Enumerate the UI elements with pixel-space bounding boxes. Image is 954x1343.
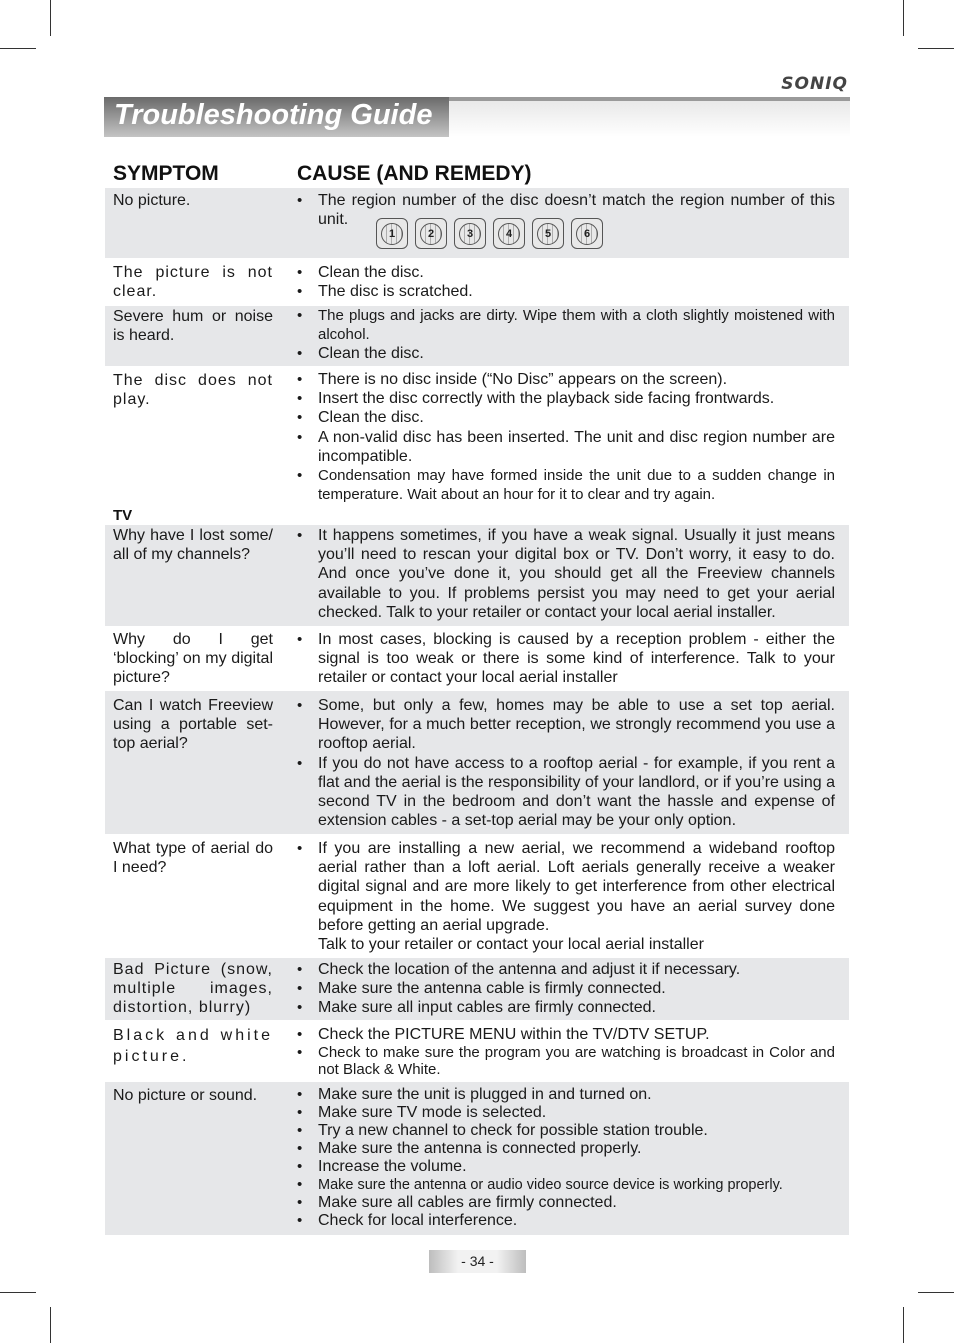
cause-header: CAUSE (AND REMEDY) bbox=[297, 162, 532, 185]
region-6-icon bbox=[571, 218, 603, 249]
cause-list bbox=[295, 696, 835, 830]
table-row bbox=[105, 366, 849, 506]
page-number: - 34 - bbox=[429, 1250, 526, 1273]
symptom-cell: Black and white picture. bbox=[113, 1027, 273, 1065]
cause-list bbox=[295, 960, 835, 1018]
cause-item: • Check to make sure the program you are watching is broadcast in Color and not Black & White. bbox=[295, 1044, 835, 1078]
table-row bbox=[105, 306, 849, 366]
cause-item: • Make sure the antenna or audio video source device is working properly. bbox=[295, 1176, 835, 1194]
crop-mark bbox=[918, 48, 954, 49]
symptom-cell: No picture. bbox=[113, 192, 191, 209]
cause-list bbox=[295, 839, 835, 954]
cause-list bbox=[295, 1086, 835, 1230]
cause-item: • Clean the disc. bbox=[295, 344, 835, 363]
symptom-header: SYMPTOM bbox=[113, 162, 219, 185]
cause-item: • There is no disc inside (“No Disc” appears on the screen). bbox=[295, 370, 835, 389]
cause-item: • The disc is scratched. bbox=[295, 282, 835, 301]
region-2-icon bbox=[415, 218, 447, 249]
cause-item: • Make sure the antenna cable is firmly connected. bbox=[295, 979, 835, 998]
cause-list bbox=[295, 263, 835, 301]
crop-mark bbox=[0, 1292, 36, 1293]
cause-item: • Try a new channel to check for possible station trouble. bbox=[295, 1122, 835, 1140]
cause-item: • It happens sometimes, if you have a weak signal. Usually it just means you’ll need to rescan your digital box or TV. Don’t worry, it easy to do. And once you’ve done it, you should get all the Freeview channels available to you. If problems persist you may need to get your aerial checked. Talk to your retailer or contact your local aerial installer. bbox=[295, 526, 835, 622]
cause-item: • Increase the volume. bbox=[295, 1158, 835, 1176]
symptom-cell: Severe hum or noise is heard. bbox=[113, 308, 273, 344]
cause-item: • Make sure all input cables are firmly connected. bbox=[295, 998, 835, 1017]
cause-item: • Some, but only a few, homes may be able to use a set top aerial. However, for a much better reception, we strongly recommend you use a rooftop aerial. bbox=[295, 696, 835, 754]
symptom-cell: The picture is not clear. bbox=[113, 264, 273, 300]
cause-item: • Check the PICTURE MENU within the TV/DTV SETUP. bbox=[295, 1025, 835, 1044]
cause-item: • Insert the disc correctly with the playback side facing frontwards. bbox=[295, 389, 835, 408]
crop-mark bbox=[50, 1307, 51, 1343]
region-3-icon bbox=[454, 218, 486, 249]
cause-list bbox=[295, 1025, 835, 1078]
region-5-icon bbox=[532, 218, 564, 249]
region-icons bbox=[376, 218, 603, 250]
cause-item: • Make sure the antenna is connected properly. bbox=[295, 1140, 835, 1158]
section-label-tv: TV bbox=[113, 507, 133, 524]
region-number: 1 bbox=[381, 223, 403, 245]
region-1-icon bbox=[376, 218, 408, 249]
cause-item: • If you do not have access to a rooftop aerial - for example, if you rent a flat and the aerial is the responsibility of your landlord, or if you’re using a second TV in the bedroom and don’t want the hassle and expense of extension cables - a set-top aerial may be your only option. bbox=[295, 754, 835, 831]
region-number: 5 bbox=[537, 223, 559, 245]
crop-mark bbox=[918, 1292, 954, 1293]
cause-item: • Clean the disc. bbox=[295, 408, 835, 427]
table-row bbox=[105, 188, 849, 258]
cause-item: • In most cases, blocking is caused by a reception problem - either the signal is too weak or there is some kind of interference. Talk to your retailer or contact your local aerial installer bbox=[295, 630, 835, 688]
crop-mark bbox=[0, 48, 36, 49]
cause-item: • Make sure TV mode is selected. bbox=[295, 1104, 835, 1122]
cause-item: • The plugs and jacks are dirty. Wipe them with a cloth slightly moistened with alcohol. bbox=[295, 306, 835, 344]
table-row bbox=[105, 1082, 849, 1235]
symptom-cell: Can I watch Freeview using a portable set-top aerial? bbox=[113, 697, 273, 752]
cause-item: • Check for local interference. bbox=[295, 1212, 835, 1230]
region-number: 4 bbox=[498, 223, 520, 245]
table-row bbox=[105, 958, 849, 1020]
table-row bbox=[105, 691, 849, 834]
cause-item: • Check the location of the antenna and adjust it if necessary. bbox=[295, 960, 835, 979]
cause-list bbox=[295, 370, 835, 504]
symptom-cell: What type of aerial do I need? bbox=[113, 840, 273, 876]
cause-item: • Condensation may have formed inside the unit due to a sudden change in temperature. Wait about an hour for it to clear and try again. bbox=[295, 466, 835, 504]
table-row bbox=[105, 626, 849, 691]
region-4-icon bbox=[493, 218, 525, 249]
region-number: 6 bbox=[576, 223, 598, 245]
cause-item: • If you are installing a new aerial, we recommend a wideband rooftop aerial rather than a loft aerial. Loft aerials generally receive a weaker digital signal and are more likely to get interference from other electrical equipment in the home. We suggest you have an aerial survey done before getting an aerial upgrade. bbox=[295, 839, 835, 935]
page-title: Troubleshooting Guide bbox=[114, 99, 433, 131]
table-row bbox=[105, 834, 849, 958]
crop-mark bbox=[903, 0, 904, 36]
cause-item: • Make sure the unit is plugged in and turned on. bbox=[295, 1086, 835, 1104]
cause-item: • Clean the disc. bbox=[295, 263, 835, 282]
symptom-cell: The disc does not play. bbox=[113, 372, 273, 408]
region-number: 3 bbox=[459, 223, 481, 245]
crop-mark bbox=[903, 1307, 904, 1343]
cause-extra-text: Talk to your retailer or contact your local aerial installer bbox=[318, 936, 704, 954]
cause-item: • A non-valid disc has been inserted. The unit and disc region number are incompatible. bbox=[295, 428, 835, 466]
table-row bbox=[105, 525, 849, 626]
cause-list bbox=[295, 526, 835, 622]
table-row bbox=[105, 1020, 849, 1082]
region-number: 2 bbox=[420, 223, 442, 245]
cause-list bbox=[295, 306, 835, 364]
crop-mark bbox=[50, 0, 51, 36]
symptom-cell: No picture or sound. bbox=[113, 1087, 258, 1104]
brand-logo: SONIQ bbox=[781, 74, 848, 94]
symptom-cell: Bad Picture (snow, multiple images, distortion, blurry) bbox=[113, 961, 273, 1016]
symptom-cell: Why have I lost some/ all of my channels? bbox=[113, 527, 273, 563]
symptom-cell: Why do I get ‘blocking’ on my digital picture? bbox=[113, 631, 273, 686]
cause-item: • Make sure all cables are firmly connected. bbox=[295, 1194, 835, 1212]
table-row bbox=[105, 258, 849, 306]
cause-item: • The region number of the disc doesn’t match the region number of this unit. bbox=[295, 191, 835, 229]
cause-list bbox=[295, 630, 835, 688]
